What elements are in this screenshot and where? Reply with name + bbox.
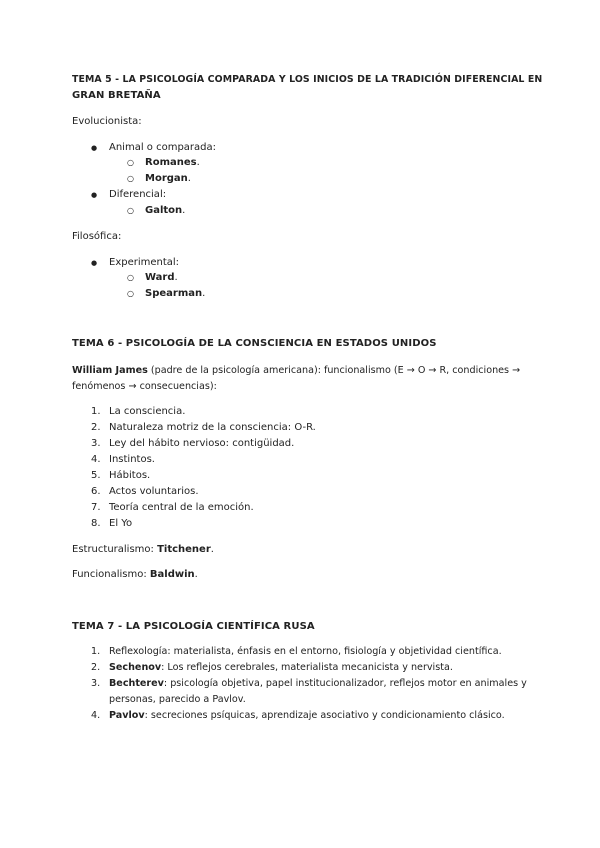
sub-romanes: ○ Romanes.: [127, 155, 200, 171]
sub-galton: ○ Galton.: [127, 203, 185, 219]
sub-spearman: ○ Spearman.: [127, 286, 205, 302]
evolucionista-label: Evolucionista:: [72, 116, 142, 127]
james-paragraph: William James (padre de la psicología americana): funcionalismo (E → O → R, condiciones → fenómenos → consecuencias):: [72, 365, 521, 392]
sub-morgan: ○ Morgan.: [127, 171, 191, 187]
funcionalismo-line: Funcionalismo: Baldwin.: [72, 569, 198, 580]
estructuralismo-line: Estructuralismo: Titchener.: [72, 544, 214, 555]
tema6-title: TEMA 6 - PSICOLOGÍA DE LA CONSCIENCIA EN ESTADOS UNIDOS: [72, 338, 437, 349]
filosofica-label: Filosófica:: [72, 231, 122, 242]
document-page: TEMA 5 - LA PSICOLOGÍA COMPARADA Y LOS INICIOS DE LA TRADICIÓN DIFERENCIAL EN GRAN BRETAÑA Evolucionista: Animal o comparada: ○ Romanes. ○ Morgan. Diferencial: ○ Galton. Filosófica: Experimental: ○ Ward. ○ Spearman. TEMA 6 - PSICOLOGÍA DE LA CONSCIENCIA EN ESTADOS UNIDOS William James (padre de la psicología americana): funcionalismo (E → O → R, condiciones → fenómenos → consecuencias): 1. La consciencia. 2. Naturaleza motriz de la consciencia: O-R. 3. Ley del hábito nervioso: contigüidad. 4. Instintos. 5. Hábitos. 6. Actos voluntarios. 7. Teoría central de la emoción. 8. El Yo Estructuralismo: Titchener. Funcionalismo: Baldwin. TEMA 7 - LA PSICOLOGÍA CIENTÍFICA RUSA 1. Reflexología: materialista, énfasis en el entorno, fisiología y objetividad científica. 2. Sechenov: Los reflejos cerebrales, materialista mecanicista y nervista. 3. Bechterev: psicología objetiva, papel institucionalizador, reflejos motor en animales y personas, parecido a Pavlov. 4. Pavlov: secreciones psíquicas, aprendizaje asociativo y condicionamiento clásico.: [0, 0, 600, 848]
tema5-title: TEMA 5 - LA PSICOLOGÍA COMPARADA Y LOS INICIOS DE LA TRADICIÓN DIFERENCIAL EN GRAN BRETAÑA: [72, 74, 543, 101]
tema7-title: TEMA 7 - LA PSICOLOGÍA CIENTÍFICA RUSA: [72, 621, 315, 632]
sub-ward: ○ Ward.: [127, 270, 178, 286]
